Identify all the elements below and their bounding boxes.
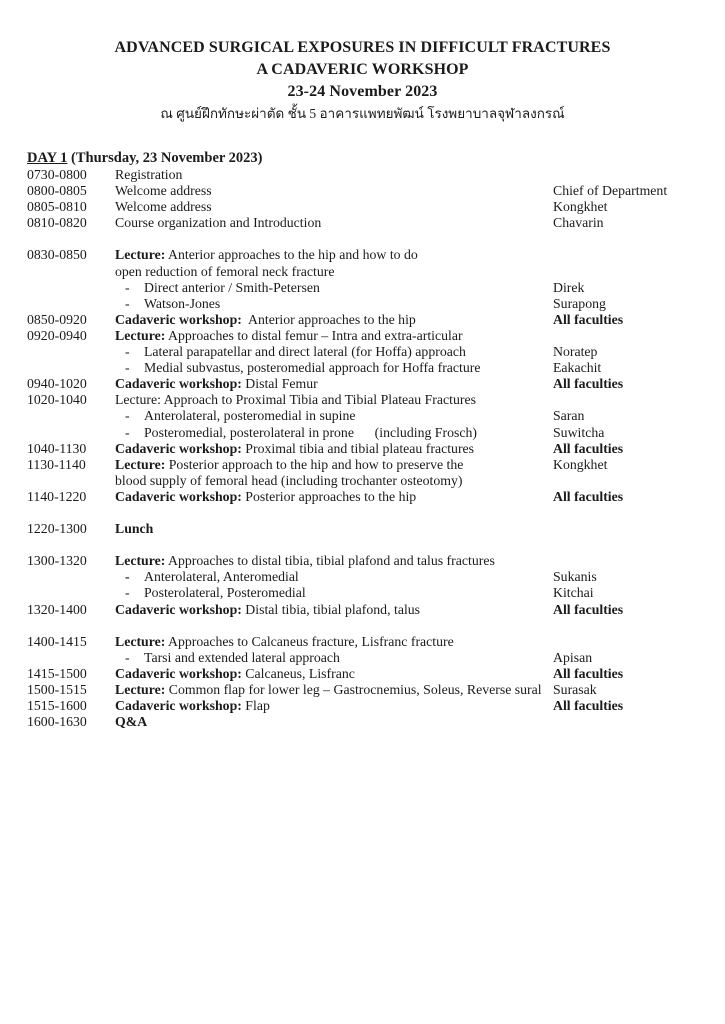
time-slot: 0810-0820 (27, 215, 87, 231)
time-slot: 1500-1515 (27, 682, 87, 697)
schedule-row (0, 312, 725, 328)
time-slot: 0800-0805 (27, 183, 87, 199)
time-slot: 0730-0800 (27, 167, 87, 182)
bullet-dash-icon: - (125, 344, 130, 360)
faculty-name: Kitchai (553, 585, 594, 601)
schedule-row (0, 650, 725, 666)
bullet-dash-icon: - (125, 295, 130, 311)
session-type-label: Cadaveric workshop: (115, 311, 242, 327)
session-text: Approaches to distal femur – Intra and extra-articular (165, 327, 463, 343)
faculty-name: Kongkhet (553, 199, 608, 215)
session-description (115, 441, 474, 457)
schedule-row (0, 376, 725, 392)
faculty-name: All faculties (553, 601, 624, 617)
bullet-dash-icon: - (125, 360, 130, 376)
schedule-row (0, 714, 725, 730)
session-type-label: Q&A (115, 714, 148, 730)
session-text: Anterior approaches to the hip (241, 311, 416, 327)
session-description (115, 183, 212, 199)
session-description (115, 650, 340, 666)
schedule-row (0, 183, 725, 199)
time-slot: 1415-1500 (27, 665, 87, 681)
day1-subtitle: (Thursday, 23 November 2023) (67, 150, 263, 166)
session-description (115, 698, 270, 714)
session-description (115, 457, 463, 473)
faculty-name: Chief of Department (553, 183, 668, 199)
schedule-row (0, 698, 725, 714)
bullet-dash-icon: - (125, 279, 130, 295)
schedule-row (0, 441, 725, 457)
session-text: Distal tibia, tibial plafond, talus (241, 601, 421, 617)
schedule-row (0, 408, 725, 424)
bullet-dash-icon: - (125, 424, 130, 440)
schedule-row (0, 634, 725, 650)
session-text: Posterolateral, Posteromedial (144, 585, 306, 601)
session-text: Approaches to Calcaneus fracture, Lisfranc fracture (165, 633, 454, 649)
session-text: Posterior approaches to the hip (241, 488, 417, 504)
faculty-name: Sukanis (553, 569, 597, 585)
session-text: Distal Femur (241, 376, 318, 392)
faculty-name: All faculties (553, 440, 624, 456)
schedule-row (0, 425, 725, 441)
bullet-dash-icon: - (125, 569, 130, 585)
schedule-row (0, 167, 725, 183)
session-description (115, 312, 416, 328)
session-type-label: Cadaveric workshop: (115, 488, 242, 504)
schedule-row (0, 521, 725, 537)
time-slot: 1300-1320 (27, 553, 87, 569)
time-slot: 0850-0920 (27, 311, 87, 327)
faculty-name: Saran (553, 408, 585, 424)
time-slot: 1130-1140 (27, 456, 86, 472)
faculty-name: Eakachit (553, 360, 602, 376)
session-description (115, 585, 306, 601)
schedule-row (0, 264, 725, 280)
session-text: Welcome address (115, 199, 212, 215)
session-text: blood supply of femoral head (including trochanter osteotomy) (115, 472, 463, 488)
spacer-row (0, 231, 725, 247)
session-description (115, 199, 212, 215)
session-text: Lateral parapatellar and direct lateral (for Hoffa) approach (144, 344, 466, 360)
time-slot: 1140-1220 (27, 488, 87, 504)
document-header (0, 0, 725, 123)
session-text: Proximal tibia and tibial plateau fractures (241, 440, 475, 456)
time-slot: 1220-1300 (27, 521, 87, 537)
session-type-label: Cadaveric workshop: (115, 440, 242, 456)
session-text: Anterior approaches to the hip and how to do (165, 247, 418, 263)
faculty-name: Kongkhet (553, 456, 608, 472)
time-slot: 1040-1130 (27, 440, 87, 456)
session-text: Watson-Jones (144, 295, 221, 311)
session-description (115, 425, 477, 441)
faculty-name: Apisan (553, 649, 593, 665)
session-description (115, 521, 153, 537)
day1-label: DAY 1 (27, 150, 68, 166)
time-slot: 1400-1415 (27, 633, 87, 649)
session-type-label: Lecture: (115, 553, 166, 569)
time-slot: 1020-1040 (27, 392, 87, 408)
session-type-label: Cadaveric workshop: (115, 376, 242, 392)
document-title-line3: 23-24 November 2023 (287, 83, 438, 100)
spacer-row (0, 505, 725, 521)
session-type-label: Lecture: (115, 633, 166, 649)
faculty-name: Chavarin (553, 215, 604, 231)
session-text: Posterior approach to the hip and how to preserve the (165, 456, 464, 472)
day1-heading (27, 149, 725, 167)
session-description (115, 569, 299, 585)
schedule-row (0, 457, 725, 473)
session-description (115, 376, 318, 392)
session-description (115, 360, 481, 376)
schedule (0, 167, 725, 730)
session-description (115, 634, 454, 650)
session-text: Direct anterior / Smith-Petersen (144, 279, 320, 295)
schedule-row (0, 569, 725, 585)
session-description (115, 215, 321, 231)
session-text: Tarsi and extended lateral approach (144, 649, 340, 665)
schedule-row (0, 199, 725, 215)
venue-line-thai: ณ ศูนย์ฝึกทักษะผ่าตัด ชั้น 5 อาคารแพทยพัฒน์ โรงพยาบาลจุฬาลงกรณ์ (160, 106, 565, 121)
time-slot: 1600-1630 (27, 714, 87, 730)
session-text: Medial subvastus, posteromedial approach for Hoffa fracture (144, 360, 481, 376)
faculty-name: Surasak (553, 682, 597, 697)
session-type-label: Lecture: (115, 456, 166, 472)
session-description (115, 553, 495, 569)
schedule-row (0, 392, 725, 408)
session-description (115, 714, 147, 730)
time-slot: 0830-0850 (27, 247, 87, 263)
session-type-label: Lecture: (115, 327, 166, 343)
session-description (115, 489, 416, 505)
faculty-name: Direk (553, 279, 585, 295)
session-text: Lecture: Approach to Proximal Tibia and Tibial Plateau Fractures (115, 392, 476, 408)
session-text: Course organization and Introduction (115, 215, 322, 231)
schedule-row (0, 328, 725, 344)
session-text: open reduction of femoral neck fracture (115, 263, 335, 279)
session-description (115, 392, 476, 408)
session-description (115, 167, 182, 183)
bullet-dash-icon: - (125, 585, 130, 601)
session-text: Approaches to distal tibia, tibial plafond and talus fractures (165, 553, 495, 569)
session-text: Anterolateral, Anteromedial (144, 569, 299, 585)
schedule-row (0, 682, 725, 698)
session-description (115, 344, 466, 360)
session-description (115, 682, 542, 698)
time-slot: 1320-1400 (27, 601, 87, 617)
session-type-label: Cadaveric workshop: (115, 698, 242, 714)
session-type-label: Lecture: (115, 682, 166, 697)
schedule-row (0, 296, 725, 312)
session-text: Common flap for lower leg – Gastrocnemius, Soleus, Reverse sural (165, 682, 542, 697)
faculty-name: Surapong (553, 295, 606, 311)
faculty-name: All faculties (553, 376, 624, 392)
session-type-label: Cadaveric workshop: (115, 601, 242, 617)
session-text: Welcome address (115, 183, 212, 199)
schedule-row (0, 473, 725, 489)
time-slot: 0805-0810 (27, 199, 87, 215)
session-description (115, 408, 356, 424)
schedule-row (0, 666, 725, 682)
session-description (115, 602, 420, 618)
session-text: Anterolateral, posteromedial in supine (144, 408, 356, 424)
faculty-name: All faculties (553, 665, 624, 681)
session-text: Calcaneus, Lisfranc (241, 665, 355, 681)
session-description (115, 264, 335, 280)
schedule-row (0, 215, 725, 231)
time-slot: 1515-1600 (27, 698, 87, 714)
faculty-name: All faculties (553, 488, 624, 504)
session-description (115, 296, 220, 312)
bullet-dash-icon: - (125, 408, 130, 424)
schedule-row (0, 247, 725, 263)
session-description (115, 247, 418, 263)
session-text: Registration (115, 167, 183, 182)
spacer-row (0, 618, 725, 634)
faculty-name: Noratep (553, 344, 598, 360)
spacer-row (0, 537, 725, 553)
session-text: Flap (241, 698, 270, 714)
bullet-dash-icon: - (125, 649, 130, 665)
time-slot: 0920-0940 (27, 327, 87, 343)
schedule-row (0, 360, 725, 376)
document-title-line2: A CADAVERIC WORKSHOP (256, 61, 469, 78)
faculty-name: All faculties (553, 698, 624, 714)
schedule-row (0, 344, 725, 360)
session-type-label: Cadaveric workshop: (115, 665, 242, 681)
session-description (115, 328, 463, 344)
faculty-name: Suwitcha (553, 424, 605, 440)
document-title-line1: ADVANCED SURGICAL EXPOSURES IN DIFFICULT FRACTURES (114, 39, 611, 56)
session-type-label: Lecture: (115, 247, 166, 263)
session-description (115, 666, 355, 682)
time-slot: 0940-1020 (27, 376, 87, 392)
session-description (115, 473, 463, 489)
schedule-row (0, 585, 725, 601)
faculty-name: All faculties (553, 311, 624, 327)
session-text: Posteromedial, posterolateral in prone (including Frosch) (144, 424, 477, 440)
session-type-label: Lunch (115, 521, 154, 537)
schedule-row (0, 602, 725, 618)
schedule-row (0, 553, 725, 569)
schedule-row (0, 489, 725, 505)
schedule-row (0, 280, 725, 296)
session-description (115, 280, 320, 296)
